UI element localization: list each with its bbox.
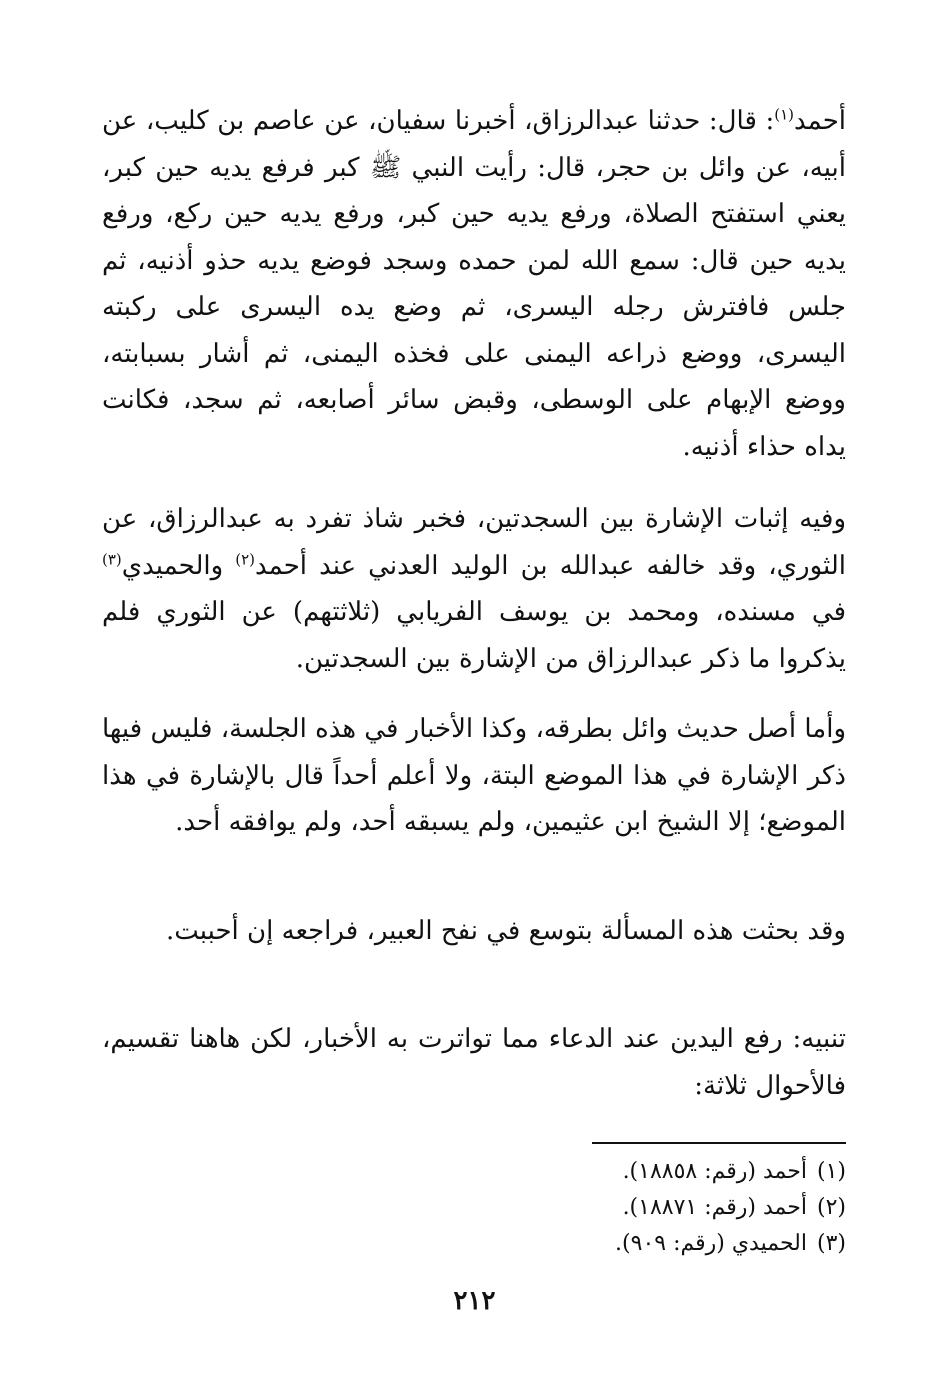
footnote-item [102,1190,846,1226]
page-number: ٢١٢ [453,1286,496,1316]
footnote-marker: (١) [774,105,795,124]
paragraph-commentary [102,496,846,682]
footnote-item [102,1154,846,1190]
paragraph-note: تنبيه: رفع اليدين عند الدعاء مما تواترت به الأخبار، لكن هاهنا تقسيم، فالأحوال ثلاثة: [102,1024,846,1101]
footnote-number: (٢) [816,1195,846,1220]
footnote-text: أحمد (رقم: ١٨٨٥٨). [622,1159,807,1184]
footnote-marker: (٣) [102,549,122,568]
paragraph-text: أحمد [794,106,846,136]
footnotes [102,1154,846,1262]
paragraph-reference: وقد بحثت هذه المسألة بتوسع في نفح العبير، فراجعه إن أحببت. [166,916,846,946]
paragraph-hadith [102,98,846,470]
footnote-text: الحميدي (رقم: ٩٠٩). [615,1231,807,1256]
paragraph-text: وفيه إثبات الإشارة بين السجدتين، فخبر شاذ تفرد به عبدالرزاق، عن الثوري، وقد خالفه عبدالله بن الوليد العدني عند أحمد [102,504,847,581]
footnote-separator [592,1142,846,1144]
paragraph-discussion: وأما أصل حديث وائل بطرقه، وكذا الأخبار في هذه الجلسة، فليس فيها ذكر الإشارة في هذا الموضع البتة، ولا أعلم أحداً قال بالإشارة في هذا الموضع؛ إلا الشيخ ابن عثيمين، ولم يسبقه أحد، ولم يوافقه أحد. [102,714,846,837]
footnote-marker: (٢) [235,549,256,568]
paragraph-text: في مسنده، ومحمد بن يوسف الفريابي (ثلاثتهم) عن الثوري فلم يذكروا ما ذكر عبدالرزاق من الإشارة بين السجدتين. [102,597,846,674]
footnote-text: أحمد (رقم: ١٨٨٧١). [622,1195,807,1220]
footnote-number: (١) [816,1159,846,1184]
paragraph-text: : قال: حدثنا عبدالرزاق، أخبرنا سفيان، عن عاصم بن كليب، عن أبيه، عن وائل بن حجر، قال: رأيت النبي ﷺ كبر فرفع يديه حين كبر، يعني استفتح الصلاة، ورفع يديه حين كبر، ورفع يديه حين ركع، ورفع يديه حين قال: سمع الله لمن حمده وسجد فوضع يديه حذو أذنيه، ثم جلس فافترش رجله اليسرى، ثم وضع يده اليسرى على ركبته اليسرى، ووضع ذراعه اليمنى على فخذه اليمنى، ثم أشار بسبابته، ووضع الإبهام على الوسطى، وقبض سائر أصابعه، ثم سجد، فكانت يداه حذاء أذنيه. [102,106,846,462]
paragraph-text: والحميدي [121,550,236,581]
footnote-item [102,1226,846,1262]
footnote-number: (٣) [816,1231,846,1256]
